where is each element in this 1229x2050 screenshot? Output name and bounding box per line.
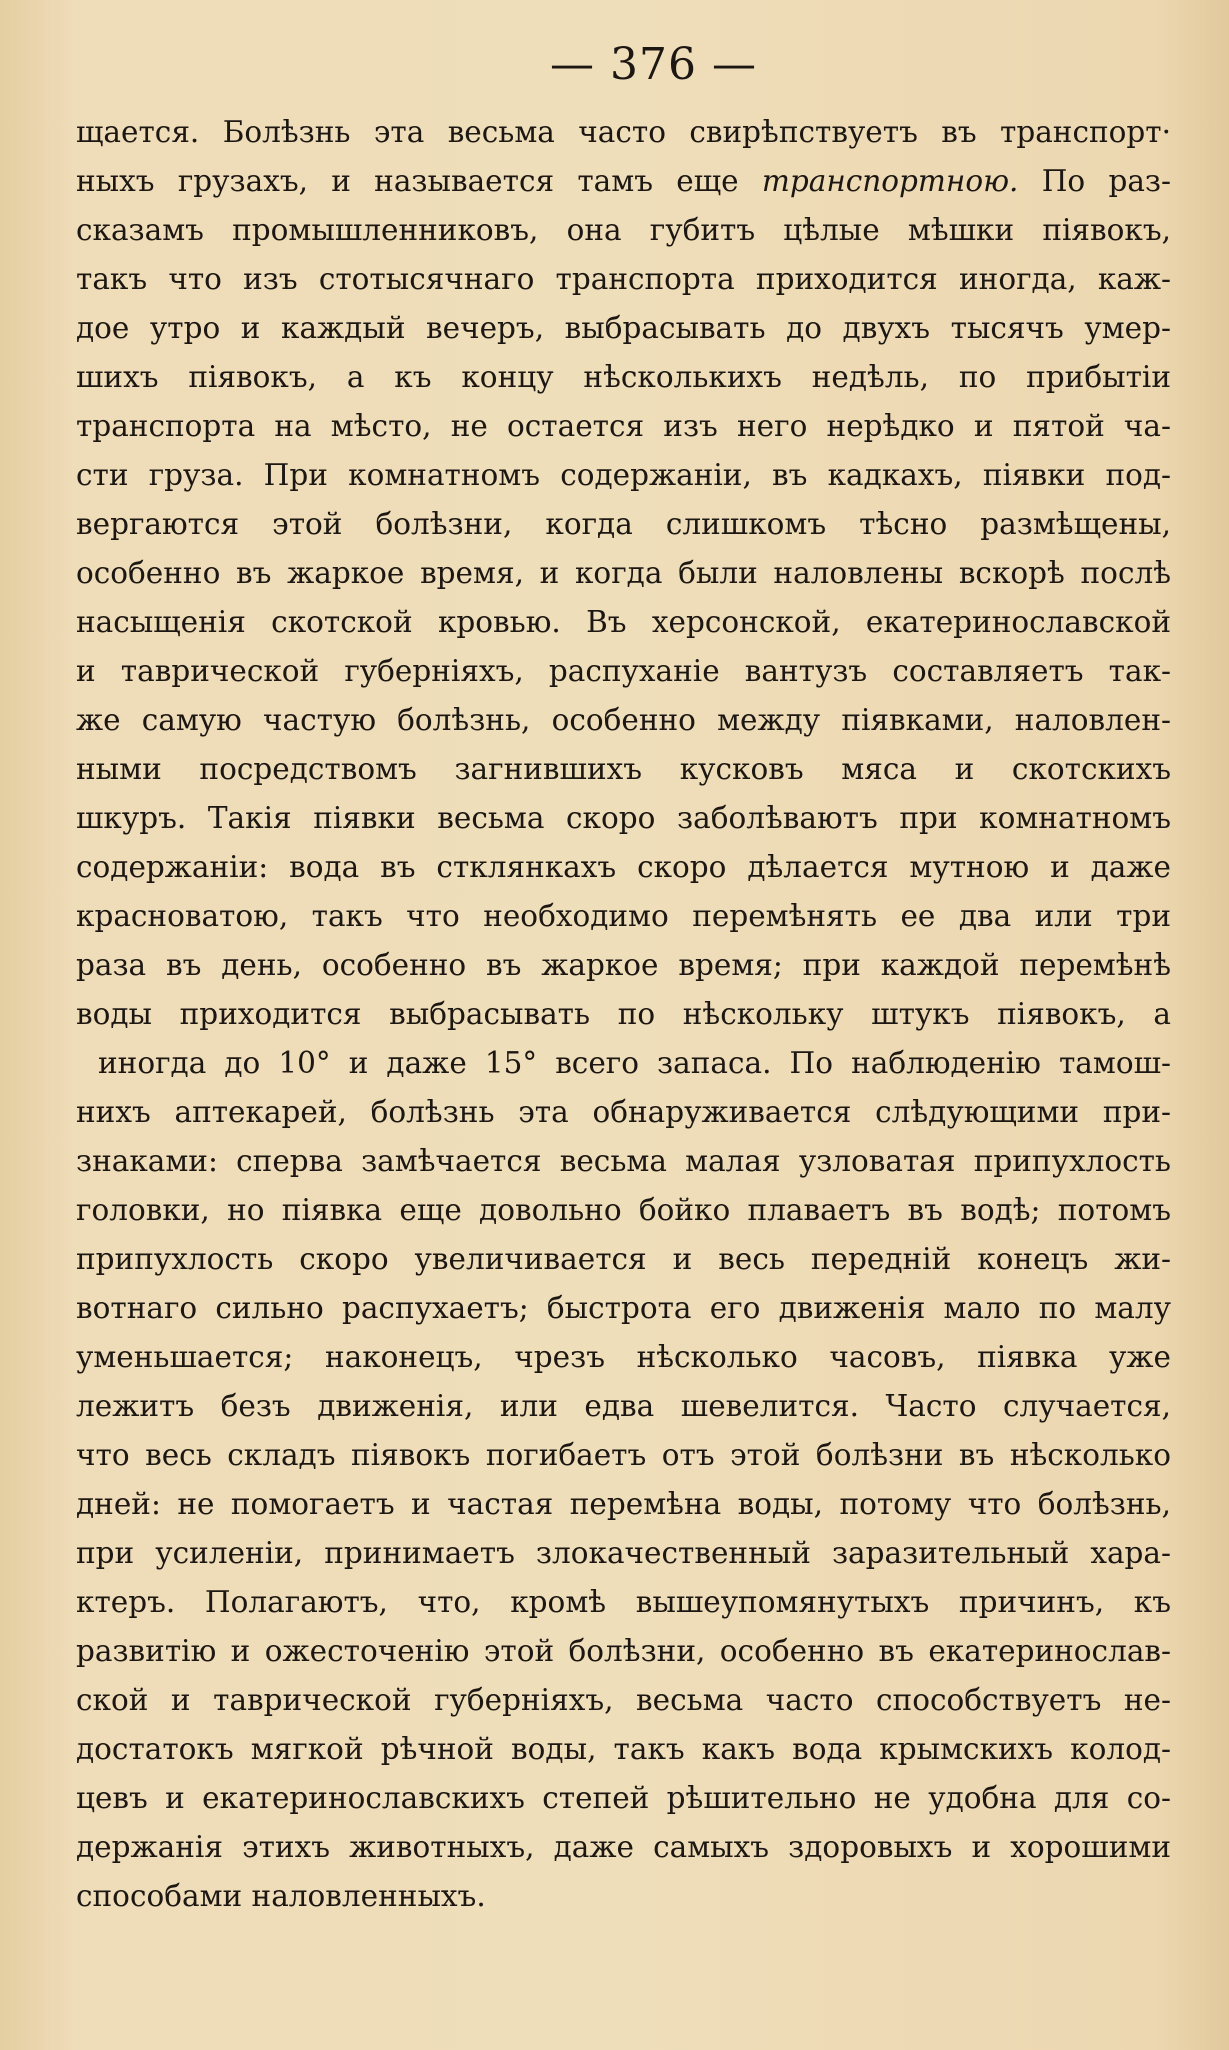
- text-line: дое утро и каждый вечеръ, выбрасывать до двухъ тысячъ умер-: [76, 311, 1171, 345]
- text-line: же самую частую болѣзнь, особенно между піявками, наловлен-: [76, 703, 1171, 737]
- text-line: головки, но піявка еще довольно бойко плаваетъ въ водѣ; потомъ: [76, 1193, 1171, 1227]
- text-line: и таврической губерніяхъ, распуханіе вантузъ составляетъ так-: [76, 654, 1171, 688]
- text-line: сти груза. При комнатномъ содержаніи, въ кадкахъ, піявки под-: [76, 458, 1171, 492]
- text-line: особенно въ жаркое время, и когда были наловлены вскорѣ послѣ: [76, 556, 1171, 590]
- text-line: воды приходится выбрасывать по нѣскольку штукъ піявокъ, а: [76, 997, 1171, 1031]
- text-line: такъ что изъ стотысячнаго транспорта приходится иногда, каж-: [76, 262, 1171, 296]
- text-line: ской и таврической губерніяхъ, весьма часто способствуетъ не-: [76, 1683, 1171, 1717]
- text-line: цевъ и екатеринославскихъ степей рѣшительно не удобна для со-: [76, 1781, 1171, 1815]
- text-line: развитію и ожесточенію этой болѣзни, особенно въ екатеринослав-: [76, 1634, 1171, 1668]
- text-line: припухлость скоро увеличивается и весь передній конецъ жи-: [76, 1242, 1171, 1276]
- text-line: красноватою, такъ что необходимо перемѣнять ее два или три: [76, 899, 1171, 933]
- body-text: [76, 108, 1171, 1921]
- text-line: способами наловленныхъ.: [76, 1879, 486, 1913]
- text-line: насыщенія скотской кровью. Въ херсонской, екатеринославской: [76, 605, 1171, 639]
- text-line: шкуръ. Такія піявки весьма скоро заболѣваютъ при комнатномъ: [76, 801, 1171, 835]
- text-line: знаками: сперва замѣчается весьма малая узловатая припухлость: [76, 1144, 1171, 1178]
- text-line: лежитъ безъ движенія, или едва шевелится. Часто случается,: [76, 1389, 1171, 1423]
- text-line: уменьшается; наконецъ, чрезъ нѣсколько часовъ, піявка уже: [76, 1340, 1171, 1374]
- text-line: что весь складъ піявокъ погибаетъ отъ этой болѣзни въ нѣсколько: [76, 1438, 1171, 1472]
- italic-term: транспортною.: [761, 164, 1019, 198]
- text-line: щается. Болѣзнь эта весьма часто свирѣпствуетъ въ транспорт·: [76, 115, 1171, 149]
- text-line: раза въ день, особенно въ жаркое время; при каждой перемѣнѣ: [76, 948, 1171, 982]
- text-line: ными посредствомъ загнившихъ кусковъ мяса и скотскихъ: [76, 752, 1171, 786]
- text-line: содержаніи: вода въ стклянкахъ скоро дѣлается мутною и даже: [76, 850, 1171, 884]
- text-line: при усиленіи, принимаетъ злокачественный заразительный хара-: [76, 1536, 1171, 1570]
- text-line: ныхъ грузахъ, и называется тамъ еще транспортною. По раз-: [76, 164, 1171, 198]
- text-line: вергаются этой болѣзни, когда слишкомъ тѣсно размѣщены,: [76, 507, 1171, 541]
- text-line: нихъ аптекарей, болѣзнь эта обнаруживается слѣдующими при-: [76, 1095, 1171, 1129]
- page-number: — 376 —: [550, 39, 757, 90]
- text-line: достатокъ мягкой рѣчной воды, такъ какъ вода крымскихъ колод-: [76, 1732, 1171, 1766]
- text-line: иногда до 10° и даже 15° всего запаса. По наблюденію тамош-: [98, 1046, 1171, 1080]
- text-line: вотнаго сильно распухаетъ; быстрота его движенія мало по малу: [76, 1291, 1171, 1325]
- text-line: держанія этихъ животныхъ, даже самыхъ здоровыхъ и хорошими: [76, 1830, 1171, 1864]
- text-line: шихъ піявокъ, а къ концу нѣсколькихъ недѣль, по прибытіи: [76, 360, 1171, 394]
- text-line: дней: не помогаетъ и частая перемѣна воды, потому что болѣзнь,: [76, 1487, 1171, 1521]
- text-line: ктеръ. Полагаютъ, что, кромѣ вышеупомянутыхъ причинъ, къ: [76, 1585, 1171, 1619]
- text-line: сказамъ промышленниковъ, она губитъ цѣлые мѣшки піявокъ,: [76, 213, 1171, 247]
- text-line: транспорта на мѣсто, не остается изъ него нерѣдко и пятой ча-: [76, 409, 1171, 443]
